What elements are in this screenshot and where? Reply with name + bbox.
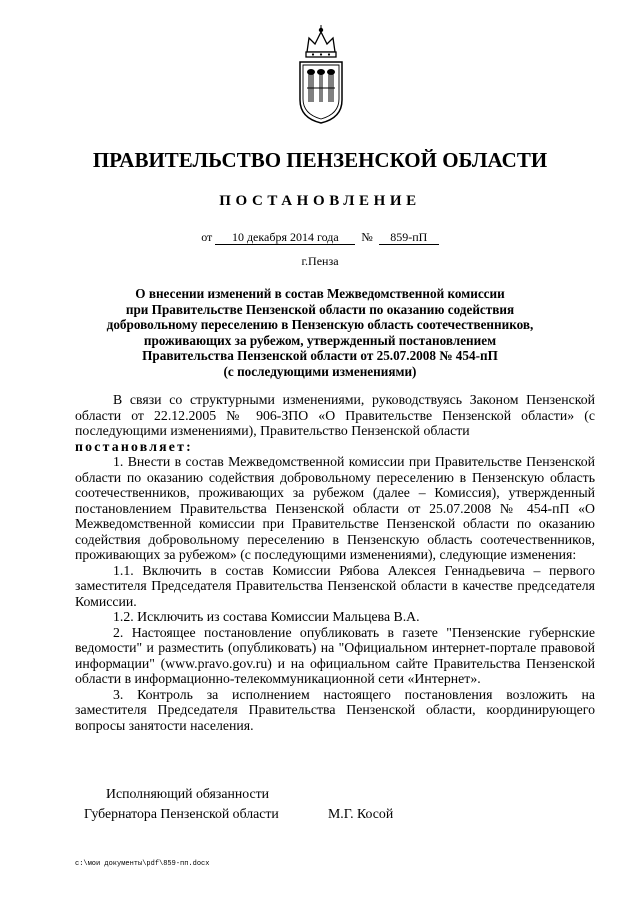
item-1-2: 1.2. Исключить из состава Комиссии Мальцева В.А. <box>113 609 420 624</box>
document-heading <box>60 286 580 379</box>
signature-position-line2: Губернатора Пензенской области <box>84 806 279 821</box>
document-body <box>75 392 595 733</box>
document-date: 10 декабря 2014 года <box>215 230 355 245</box>
city: г.Пенза <box>301 254 339 268</box>
document-number: 859-пП <box>379 230 439 245</box>
item-2: 2. Настоящее постановление опубликовать в газете "Пензенские губернские ведомости" и разместить (опубликовать) на "Официальном интернет-портале правовой информации" (www.pravo.gov.ru) и на официальном сайте Правительства Пензенской области в информационно-телекоммуникационной сети «Интернет». <box>75 624 595 686</box>
item-1: 1. Внести в состав Межведомственной комиссии при Правительстве Пензенской области по оказанию содействия добровольному переселению в Пензенскую область соотечественников, проживающих за рубежом (далее – Комиссия), утвержденный постановлением Правительства Пензенской области от 25.07.2008 № 454-пП «О Межведомственной комиссии при Правительстве Пензенской области по оказанию содействия добровольному переселению в Пензенскую область соотечественников, проживающих за рубежом» (с последующими изменениями), следующие изменения: <box>75 454 595 562</box>
document-type: ПОСТАНОВЛЕНИЕ <box>219 193 421 209</box>
item-3: 3. Контроль за исполнением настоящего постановления возложить на заместителя Председателя Правительства Пензенской области, координирующего вопросы занятости населения. <box>75 686 595 733</box>
heading-line: проживающих за рубежом, утвержденный постановлением <box>143 332 497 348</box>
date-prefix: от <box>201 230 213 244</box>
date-number-line <box>0 230 640 245</box>
number-sign: № <box>361 230 373 244</box>
penza-coat-of-arms-icon <box>295 22 347 126</box>
file-path-footer: c:\мои документы\pdf\859-пп.docx <box>75 860 210 868</box>
signature-position-line1: Исполняющий обязанности <box>106 786 269 801</box>
heading-line: (с последующими изменениями) <box>223 363 417 379</box>
heading-line: Правительства Пензенской области от 25.07.2008 № 454-пП <box>142 348 498 363</box>
government-title: ПРАВИТЕЛЬСТВО ПЕНЗЕНСКОЙ ОБЛАСТИ <box>92 148 548 172</box>
heading-line: при Правительстве Пензенской области по оказанию содействия <box>125 301 515 317</box>
heading-line: добровольному переселению в Пензенскую область соотечественников, <box>106 317 534 332</box>
decree-word: постановляет: <box>75 438 193 454</box>
heading-line: О внесении изменений в состав Межведомственной комиссии <box>135 286 505 301</box>
item-1-1: 1.1. Включить в состав Комиссии Рябова Алексея Геннадьевича – первого заместителя Председателя Правительства Пензенской области в качестве председателя Комиссии. <box>75 562 595 609</box>
signatory-name: М.Г. Косой <box>328 806 394 821</box>
intro-paragraph: В связи со структурными изменениями, руководствуясь Законом Пензенской области от 22.12.2005 № 906-ЗПО «О Правительстве Пензенской области» (с последующими изменениями), Правительство Пензенской области <box>75 392 595 438</box>
